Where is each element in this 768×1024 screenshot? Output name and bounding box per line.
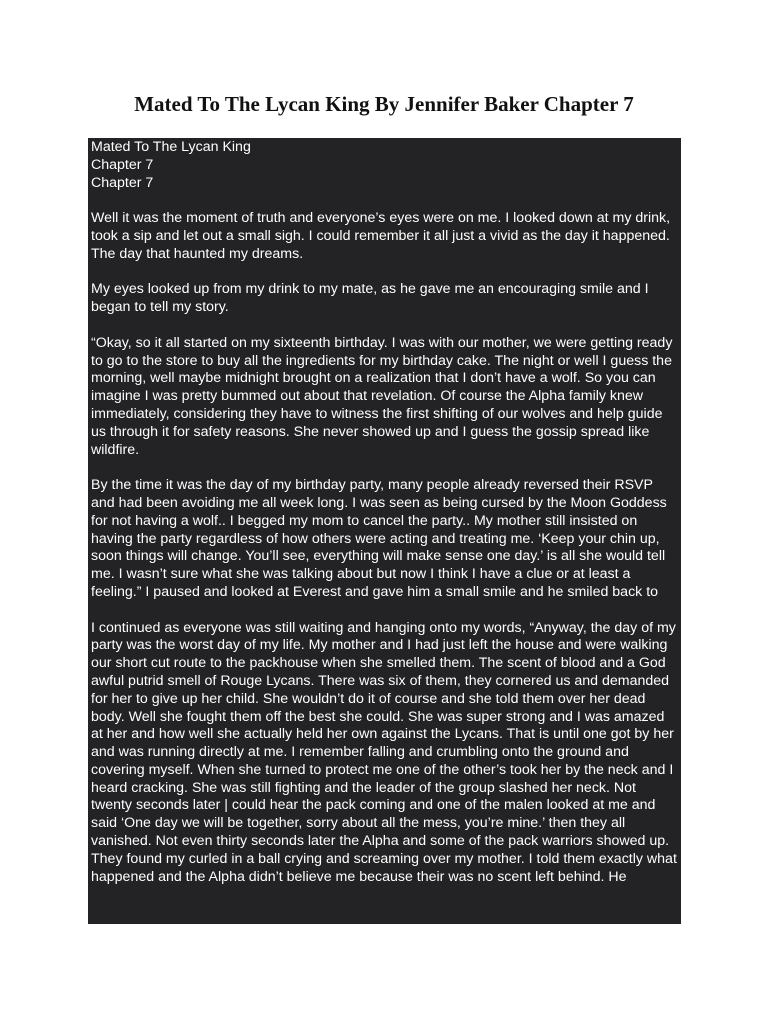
paragraph: I continued as everyone was still waiting and hanging onto my words, “Anyway, the day of my party was the worst day of my life. My mother and I had just left the house and were walking our short cut route to the packhouse when she smelled them. The scent of blood and a God awful putrid smell of Rouge Lycans. There was six of them, they cornered us and demanded for her to give up her child. She wouldn’t do it of course and she told them over her dead body. Well she fought them off the best she could. She was super strong and I was amazed at her and how well she actually held her own against the Lycans. That is until one got by her and was running directly at me. I remember falling and crumbling onto the ground and covering myself. When she turned to protect me one of the other’s took her by the neck and I heard cracking. She was still fighting and the leader of the group slashed her neck. Not twenty seconds later | could hear the pack coming and one of the malen looked at me and said ‘One day we will be together, sorry about all the mess, you’re mine.’ then they all vanished. Not even thirty seconds later the Alpha and some of the pack warriors showed up. They found my curled in a ball crying and screaming over my mother. I told them exactly what happened and the Alpha didn’t believe me because their was no scent left behind. He bbox=[91, 619, 677, 885]
paragraph: Well it was the moment of truth and everyone’s eyes were on me. I looked down at my drink, took a sip and let out a small sigh. I could remember it all just a vivid as the day it happened. The day that haunted my dreams. bbox=[91, 210, 671, 262]
document-title: Mated To The Lycan King By Jennifer Baker Chapter 7 bbox=[134, 92, 634, 116]
paragraph: “Okay, so it all started on my sixteenth birthday. I was with our mother, we were getting ready to go to the store to buy all the ingredients for my birthday cake. The night or well I guess the morning, well maybe midnight brought on a realization that I don’t have a wolf. So you can imagine I was pretty bummed out about that revelation. Of course the Alpha family knew immediately, considering they have to witness the first shifting of our wolves and help guide us through it for safety reasons. She never showed up and I guess the gossip spread like wildfire. bbox=[91, 334, 673, 458]
paragraph: My eyes looked up from my drink to my mate, as he gave me an encouraging smile and I began to tell my story. bbox=[91, 281, 649, 316]
chapter-text-block bbox=[88, 138, 681, 924]
book-title-line: Mated To The Lycan King bbox=[91, 139, 251, 155]
chapter-label-line: Chapter 7 bbox=[91, 156, 154, 173]
chapter-label-line-repeat: Chapter 7 bbox=[91, 174, 154, 191]
paragraph: By the time it was the day of my birthday party, many people already reversed their RSVP and had been avoiding me all week long. I was seen as being cursed by the Moon Goddess for not having a wolf.. I begged my mom to cancel the party.. My mother still insisted on having the party regardless of how others were acting and treating me. ‘Keep your chin up, soon things will change. You’ll see, everything will make sense one day.’ is all she would tell me. I wasn’t sure what she was talking about but now I think I have a clue or at least a feeling.” I paused and looked at Everest and gave him a small smile and he smiled back to bbox=[91, 477, 667, 600]
